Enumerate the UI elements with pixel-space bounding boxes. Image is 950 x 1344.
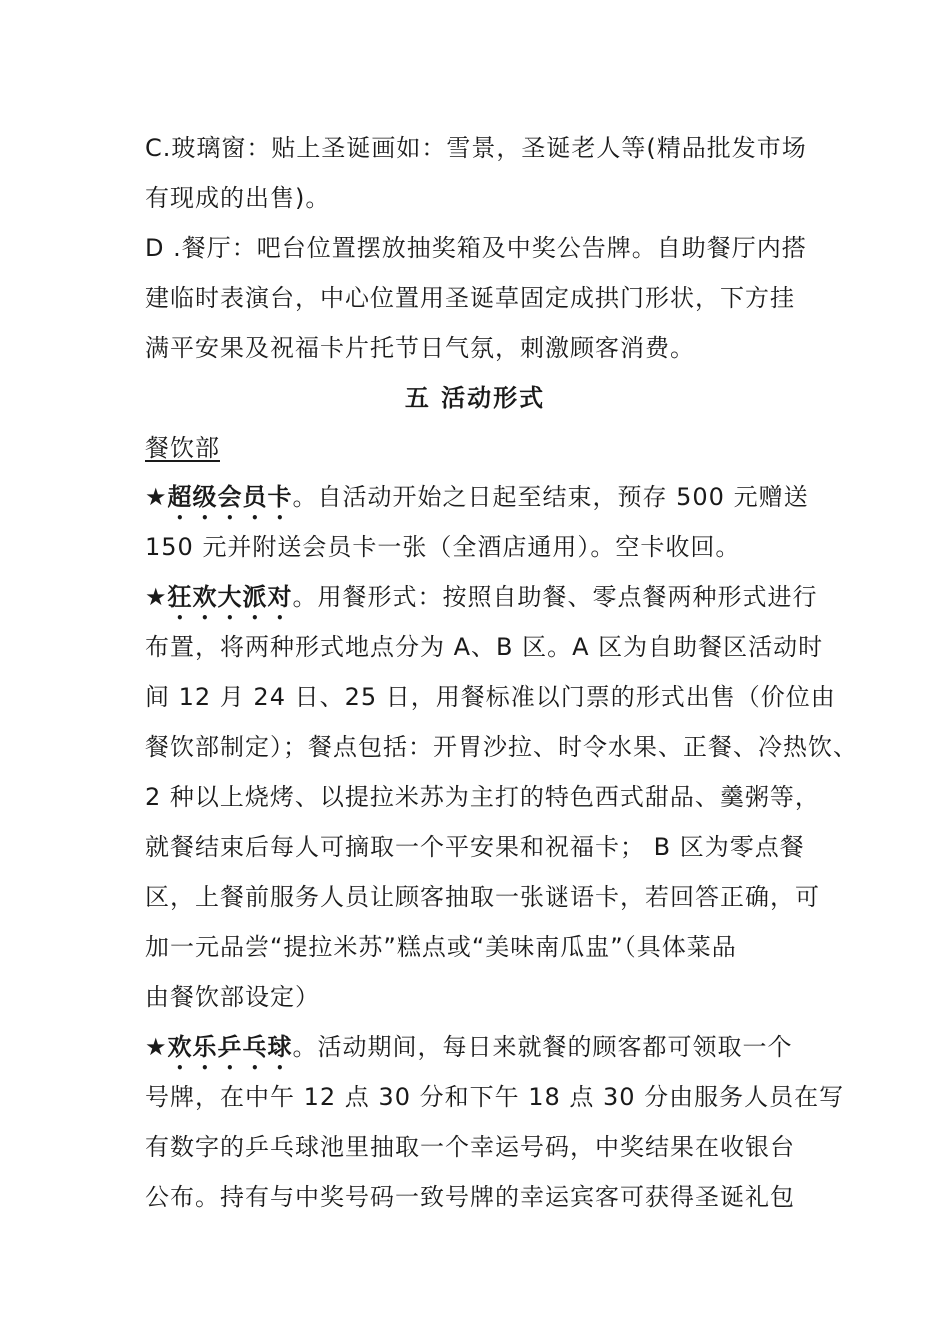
paragraph-d-line-2: 建临时表演台，中心位置用圣诞草固定成拱门形状，下方挂 <box>145 284 795 312</box>
item-text: 。自活动开始之日起至结束，预存 500 元赠送 <box>292 483 809 511</box>
item-carnival-party-line-1 <box>145 581 818 625</box>
paragraph-c-line-2: 有现成的出售)。 <box>145 184 331 212</box>
item-carnival-party-line-7: 区，上餐前服务人员让顾客抽取一张谜语卡，若回答正确，可 <box>145 883 820 911</box>
item-super-member-card-line-1 <box>145 481 809 525</box>
item-super-member-card-line-2: 150 元并附送会员卡一张（全酒店通用）。空卡收回。 <box>145 533 741 561</box>
paragraph-d-line-3: 满平安果及祝福卡片托节日气氛，刺激顾客消费。 <box>145 334 695 362</box>
star-icon: ★ <box>145 1033 168 1061</box>
item-text: 。用餐形式：按照自助餐、零点餐两种形式进行 <box>292 583 818 611</box>
item-ping-pong-line-4: 公布。持有与中奖号码一致号牌的幸运宾客可获得圣诞礼包 <box>145 1183 795 1211</box>
item-ping-pong-line-1 <box>145 1031 793 1075</box>
item-title: 狂欢大派对 <box>167 583 293 611</box>
item-ping-pong-line-3: 有数字的乒乓球池里抽取一个幸运号码，中奖结果在收银台 <box>145 1133 795 1161</box>
department-label: 餐饮部 <box>145 434 220 462</box>
item-ping-pong-line-2: 号牌，在中午 12 点 30 分和下午 18 点 30 分由服务人员在写 <box>145 1083 845 1111</box>
item-text: 。活动期间，每日来就餐的顾客都可领取一个 <box>292 1033 793 1061</box>
paragraph-d-line-1: D .餐厅：吧台位置摆放抽奖箱及中奖公告牌。自助餐厅内搭 <box>145 234 807 262</box>
star-icon: ★ <box>145 483 168 511</box>
item-carnival-party-line-4: 餐饮部制定）；餐点包括：开胃沙拉、时令水果、正餐、冷热饮、 <box>145 733 858 761</box>
item-carnival-party-line-6: 就餐结束后每人可摘取一个平安果和祝福卡； B 区为零点餐 <box>145 833 805 861</box>
item-carnival-party-line-2: 布置，将两种形式地点分为 A、B 区。A 区为自助餐区活动时 <box>145 633 824 661</box>
item-carnival-party-line-5: 2 种以上烧烤、以提拉米苏为主打的特色西式甜品、羹粥等， <box>145 783 820 811</box>
item-title: 欢乐乒乓球 <box>167 1033 293 1061</box>
item-carnival-party-line-8: 加一元品尝“提拉米苏”糕点或“美味南瓜盅”（具体菜品 <box>145 933 737 961</box>
star-icon: ★ <box>145 583 168 611</box>
section-heading: 五 活动形式 <box>404 384 546 412</box>
paragraph-c-line-1: C.玻璃窗：贴上圣诞画如：雪景，圣诞老人等(精品批发市场 <box>145 134 807 162</box>
item-carnival-party-line-3: 间 12 月 24 日、25 日，用餐标准以门票的形式出售（价位由 <box>145 683 836 711</box>
item-carnival-party-line-9: 由餐饮部设定） <box>145 983 320 1011</box>
item-title: 超级会员卡 <box>167 483 293 511</box>
